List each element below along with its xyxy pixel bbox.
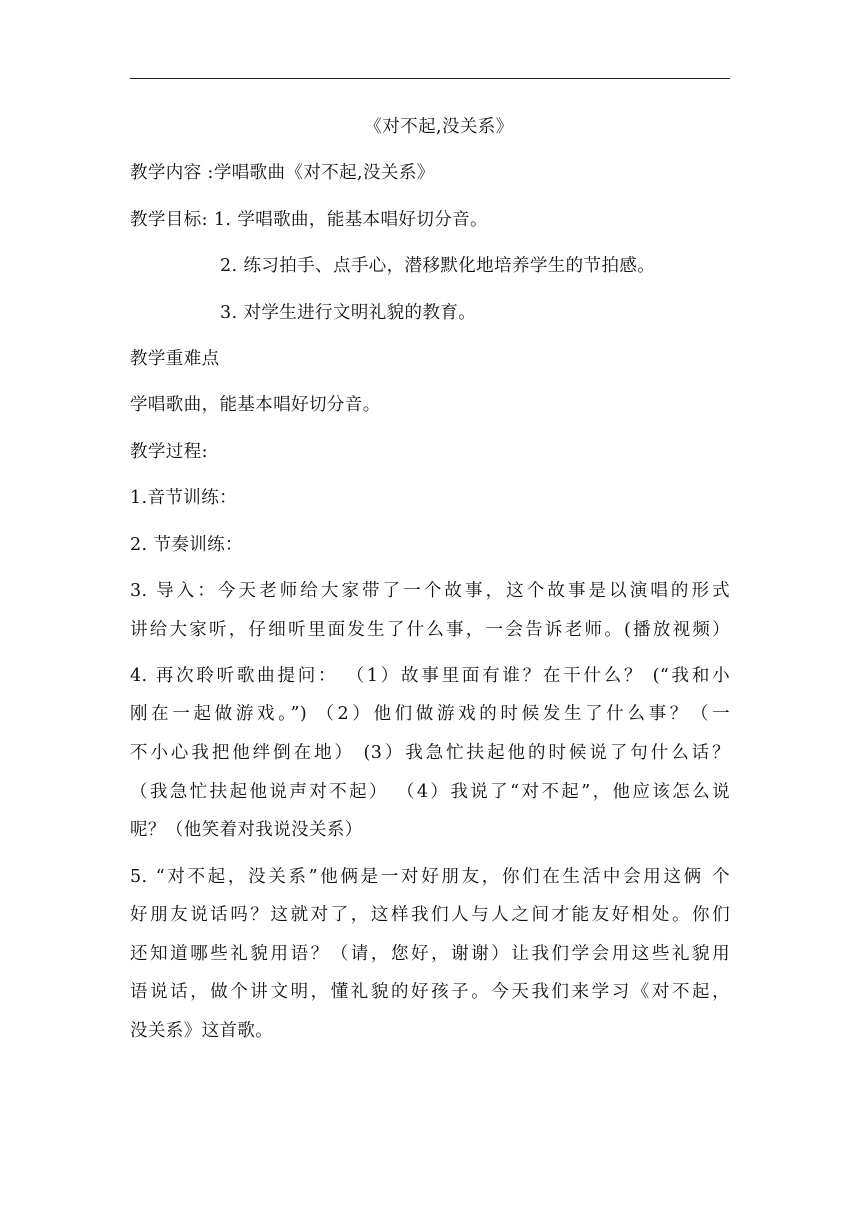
document-title: 《对不起,没关系》 xyxy=(364,117,514,137)
step-3 xyxy=(130,576,730,646)
process-heading: 教学过程: xyxy=(130,441,208,462)
step-4-line: 4. 再次聆听歌曲提问： （1）故事里面有谁？在干什么？ (“我和小 xyxy=(130,665,730,686)
teaching-content: 教学内容 :学唱歌曲《对不起,没关系》 xyxy=(130,163,435,184)
teaching-goal-2: 2. 练习拍手、点手心，潜移默化地培养学生的节拍感。 xyxy=(220,256,656,277)
step-1: 1.音节训练： xyxy=(130,488,237,509)
step-4-line: 不小心我把他绊倒在地） (3）我急忙扶起他的时候说了句什么话？ xyxy=(130,743,730,764)
step-4-line: 刚在一起做游戏。”) （2）他们做游戏的时候发生了什么事？（一 xyxy=(130,704,730,725)
step-3-line: 3. 导入：今天老师给大家带了一个故事，这个故事是以演唱的形式 xyxy=(130,580,730,601)
step-4 xyxy=(130,661,730,846)
step-5-line: 5. “对不起，没关系”他俩是一对好朋友，你们在生活中会用这俩 个 xyxy=(130,866,730,887)
key-points-heading: 教学重难点 xyxy=(130,348,220,369)
step-3-line: 讲给大家听，仔细听里面发生了什么事，一会告诉老师。(播放视频） xyxy=(130,619,730,640)
step-5-line: 还知道哪些礼貌用语？（请，您好，谢谢）让我们学会用这些礼貌用 xyxy=(130,943,730,964)
step-4-line: 呢？（他笑着对我说没关系） xyxy=(130,820,363,841)
step-2: 2. 节奏训练： xyxy=(130,534,243,555)
step-5-line: 语说话，做个讲文明，懂礼貌的好孩子。今天我们来学习《对不起， xyxy=(130,982,730,1003)
teaching-goal-1: 教学目标: 1. 学唱歌曲，能基本唱好切分音。 xyxy=(130,209,488,230)
step-5 xyxy=(130,862,730,1047)
step-5-line: 没关系》这首歌。 xyxy=(130,1021,274,1042)
step-5-line: 好朋友说话吗？这就对了，这样我们人与人之间才能友好相处。你们 xyxy=(130,905,730,926)
key-points-text: 学唱歌曲，能基本唱好切分音。 xyxy=(130,395,381,416)
teaching-goal-3: 3. 对学生进行文明礼貌的教育。 xyxy=(220,302,477,323)
header-rule xyxy=(130,78,730,79)
document-body xyxy=(130,112,730,1062)
step-4-line: （我急忙扶起他说声对不起） （4）我说了“对不起”，他应该怎么说 xyxy=(130,781,730,802)
